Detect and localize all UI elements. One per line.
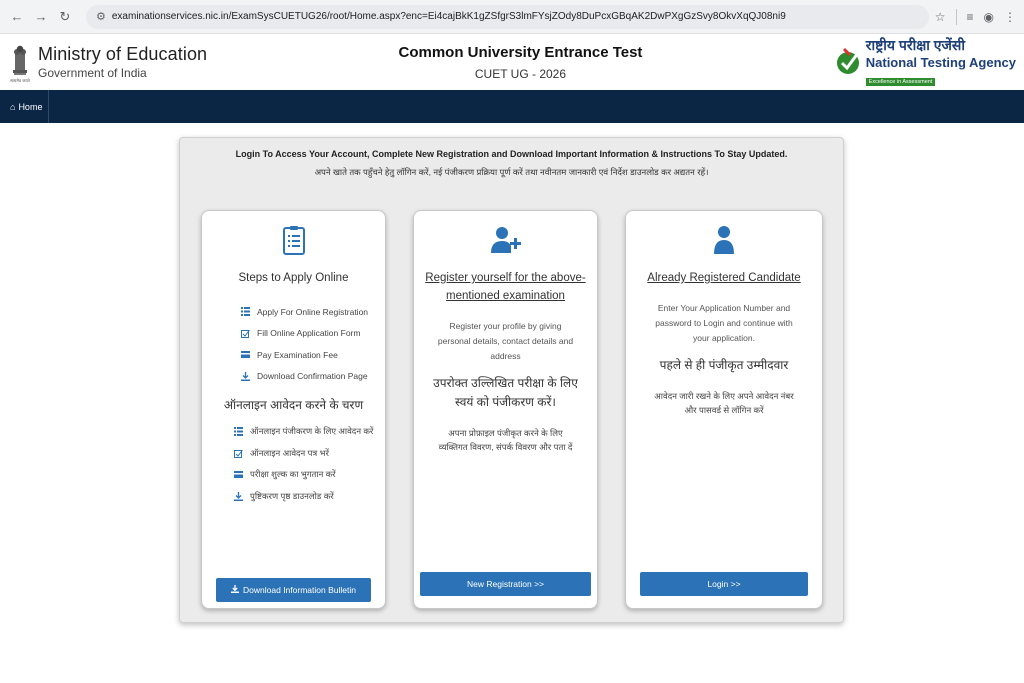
register-card [413,210,598,609]
nta-checkmark-icon [834,45,862,79]
credit-card-icon [241,350,250,359]
list-item: Pay Examination Fee [241,344,385,366]
list-icon [234,427,243,436]
login-card-title[interactable]: Already Registered Candidate [647,272,801,284]
login-card-description: Enter Your Application Number and password to Login and continue with your application. [655,303,793,343]
steps-card [201,210,386,609]
edit-check-icon [241,329,250,338]
steps-hindi-heading: ऑनलाइन आवेदन करने के चरण [223,398,364,412]
list-item: Apply For Online Registration [241,301,385,323]
reload-icon[interactable]: ↻ [59,8,71,24]
register-card-description-hindi: अपना प्रोफ़ाइल पंजीकृत करने के लिए व्यक्तिगत विवरण, संपर्क विवरण और पता दें [438,428,573,452]
list-item: ऑनलाइन पंजीकरण के लिए आवेदन करें [234,421,385,443]
register-card-description: Register your profile by giving personal details, contact details and address [437,321,574,361]
login-card [625,210,823,609]
home-icon: ⌂ [10,101,16,112]
login-card-title-hindi: पहले से ही पंजीकृत उम्मीदवार [659,358,789,372]
ministry-name: Ministry of Education [38,44,208,64]
site-header [0,34,1024,90]
register-card-title[interactable]: Register yourself for the above-mentioned examination [425,272,586,302]
login-button[interactable] [640,572,808,596]
credit-card-icon [234,470,243,479]
browser-toolbar [0,0,1024,34]
login-card-description-hindi: आवेदन जारी रखने के लिए अपने आवेदन नंबर और पासवर्ड से लॉगिन करें [654,391,794,415]
user-icon [626,225,822,259]
nta-tagline: Excellence in Assessment [866,78,936,86]
main-panel [179,137,844,623]
steps-card-title: Steps to Apply Online [238,272,349,284]
main-navbar [0,90,1024,123]
add-user-icon [414,225,597,259]
download-icon [234,492,243,501]
new-registration-button[interactable] [420,572,591,596]
register-card-title-hindi: उपरोक्त उल्लिखित परीक्षा के लिए स्वयं को पंजीकरण करें। [433,376,578,409]
forward-arrow-icon[interactable]: → [34,9,48,24]
download-bulletin-label: Download Information Bulletin [243,585,356,595]
page-title: Common University Entrance Test [398,43,643,61]
intro-text-english: Login To Access Your Account, Complete New Registration and Download Important Information & Instructions To Stay Updated. [235,149,788,159]
nta-hindi-name: राष्ट्रीय परीक्षा एजेंसी [865,37,965,53]
download-icon [241,372,250,381]
steps-list-english [202,301,385,387]
page-subtitle: CUET UG - 2026 [474,66,567,81]
address-bar[interactable] [86,5,929,29]
menu-kebab-icon[interactable]: ⋮ [1004,9,1016,24]
intro-text-hindi: अपने खाते तक पहुँचने हेतु लॉगिन करें, नई पंजीकरण प्रक्रिया पूर्ण करें तथा नवीनतम जानकारी एवं निर्देश डाउनलोड कर अद्यतन रहें। [314,167,709,177]
new-registration-label: New Registration >> [466,579,544,589]
steps-list-hindi [202,421,385,507]
edit-check-icon [234,449,243,458]
address-bar-url: examinationservices.nic.in/ExamSysCUETUG26/root/Home.aspx?enc=Ei4cajBkK1gZSfgrS3lmFYsjZOdy8DuPcxGBqAK2DwPXgGzSvy8OkvXqQJ08ni9 [111,11,786,22]
login-label: Login >> [707,579,741,589]
list-item: Download Confirmation Page [241,366,385,388]
reading-list-icon[interactable]: ≡ [966,9,974,24]
nta-english-name: National Testing Agency [865,55,1016,70]
nta-logo-block [834,36,1016,88]
nav-home-label: Home [18,101,43,112]
download-bulletin-button[interactable] [216,578,371,602]
ministry-logo-block [8,40,207,84]
toolbar-divider [956,9,957,25]
extension-icon[interactable]: ◉ [983,9,994,24]
site-info-icon[interactable]: ⚙ [96,11,106,23]
emblem-motto: सत्यमेव जयते [10,78,30,83]
list-icon [241,307,250,316]
back-arrow-icon[interactable]: ← [10,9,24,24]
list-item: परीक्षा शुल्क का भुगतान करें [234,464,385,486]
list-item: पुष्टिकरण पृष्ठ डाउनलोड करें [234,486,385,508]
clipboard-list-icon [202,225,385,259]
bookmark-star-icon[interactable]: ☆ [934,9,946,24]
download-icon [231,585,239,595]
government-name: Government of India [38,66,147,80]
nav-home-link[interactable] [0,90,49,123]
list-item: ऑनलाइन आवेदन पत्र भरें [234,443,385,465]
list-item: Fill Online Application Form [241,323,385,345]
national-emblem-icon [8,40,32,84]
